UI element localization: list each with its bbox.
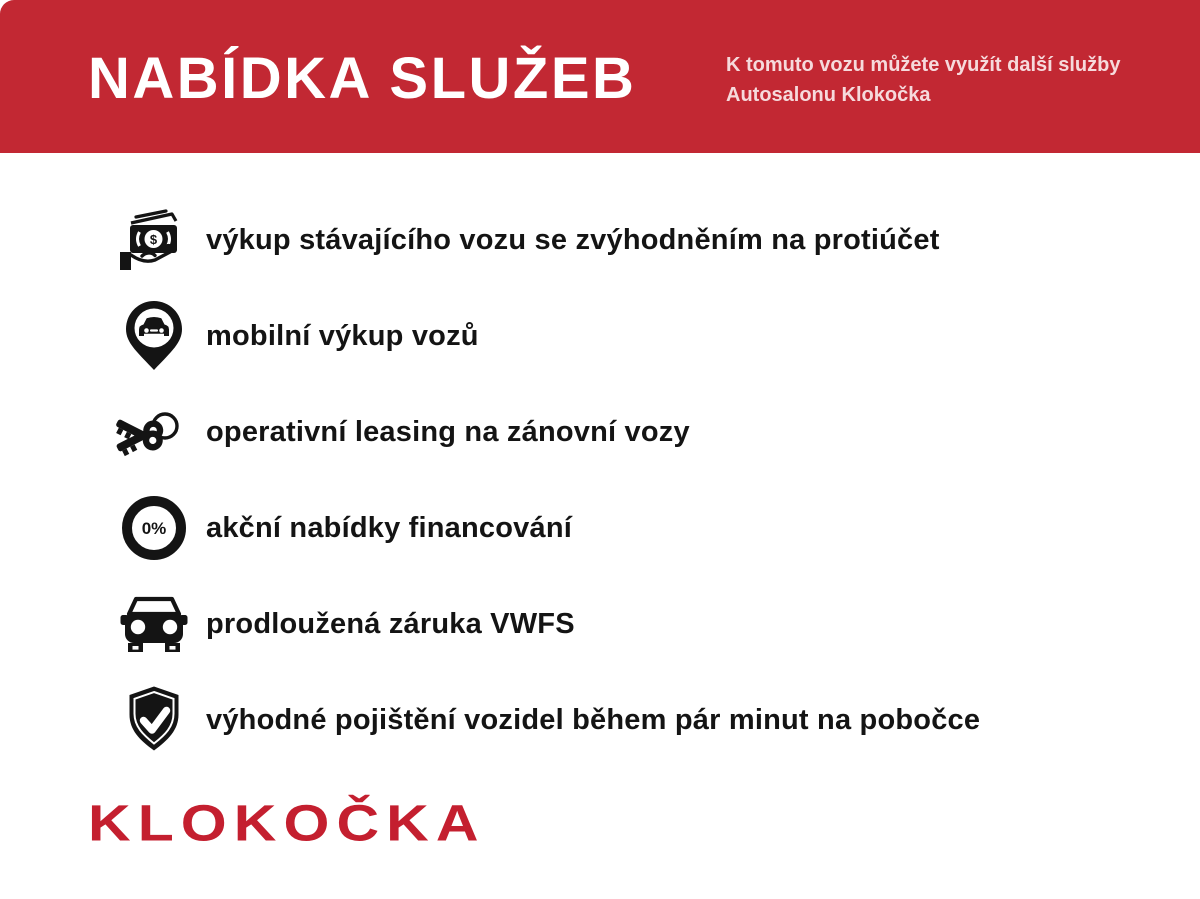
car-location-pin-icon bbox=[118, 300, 190, 372]
services-list bbox=[0, 153, 1200, 756]
service-label: mobilní výkup vozů bbox=[206, 319, 479, 352]
zero-percent-icon bbox=[118, 492, 190, 564]
service-item bbox=[118, 492, 1200, 564]
cash-in-hand-icon bbox=[118, 204, 190, 276]
shield-check-icon bbox=[118, 684, 190, 756]
service-label: výhodné pojištění vozidel během pár minut na pobočce bbox=[206, 703, 981, 736]
service-item bbox=[118, 684, 1200, 756]
service-item bbox=[118, 588, 1200, 660]
keys-icon bbox=[118, 396, 190, 468]
service-item bbox=[118, 204, 1200, 276]
banner-subtitle bbox=[726, 50, 1121, 110]
page-title: NABÍDKA SLUŽEB bbox=[88, 46, 637, 111]
klokocka-logo: KLOKOČKA bbox=[88, 794, 486, 852]
service-label: akční nabídky financování bbox=[206, 511, 572, 544]
service-label: operativní leasing na zánovní vozy bbox=[206, 415, 690, 448]
car-front-icon bbox=[118, 588, 190, 660]
service-item bbox=[118, 396, 1200, 468]
service-item bbox=[118, 300, 1200, 372]
banner-subtitle-line1: K tomuto vozu můžete využít další služby bbox=[726, 54, 1121, 76]
service-label: výkup stávajícího vozu se zvýhodněním na protiúčet bbox=[206, 223, 940, 256]
zero-percent-label: 0% bbox=[141, 519, 167, 538]
service-label: prodloužená záruka VWFS bbox=[206, 607, 575, 640]
header-banner bbox=[0, 0, 1200, 153]
svg-text:$: $ bbox=[149, 232, 158, 247]
banner-subtitle-line2: Autosalonu Klokočka bbox=[726, 84, 931, 106]
